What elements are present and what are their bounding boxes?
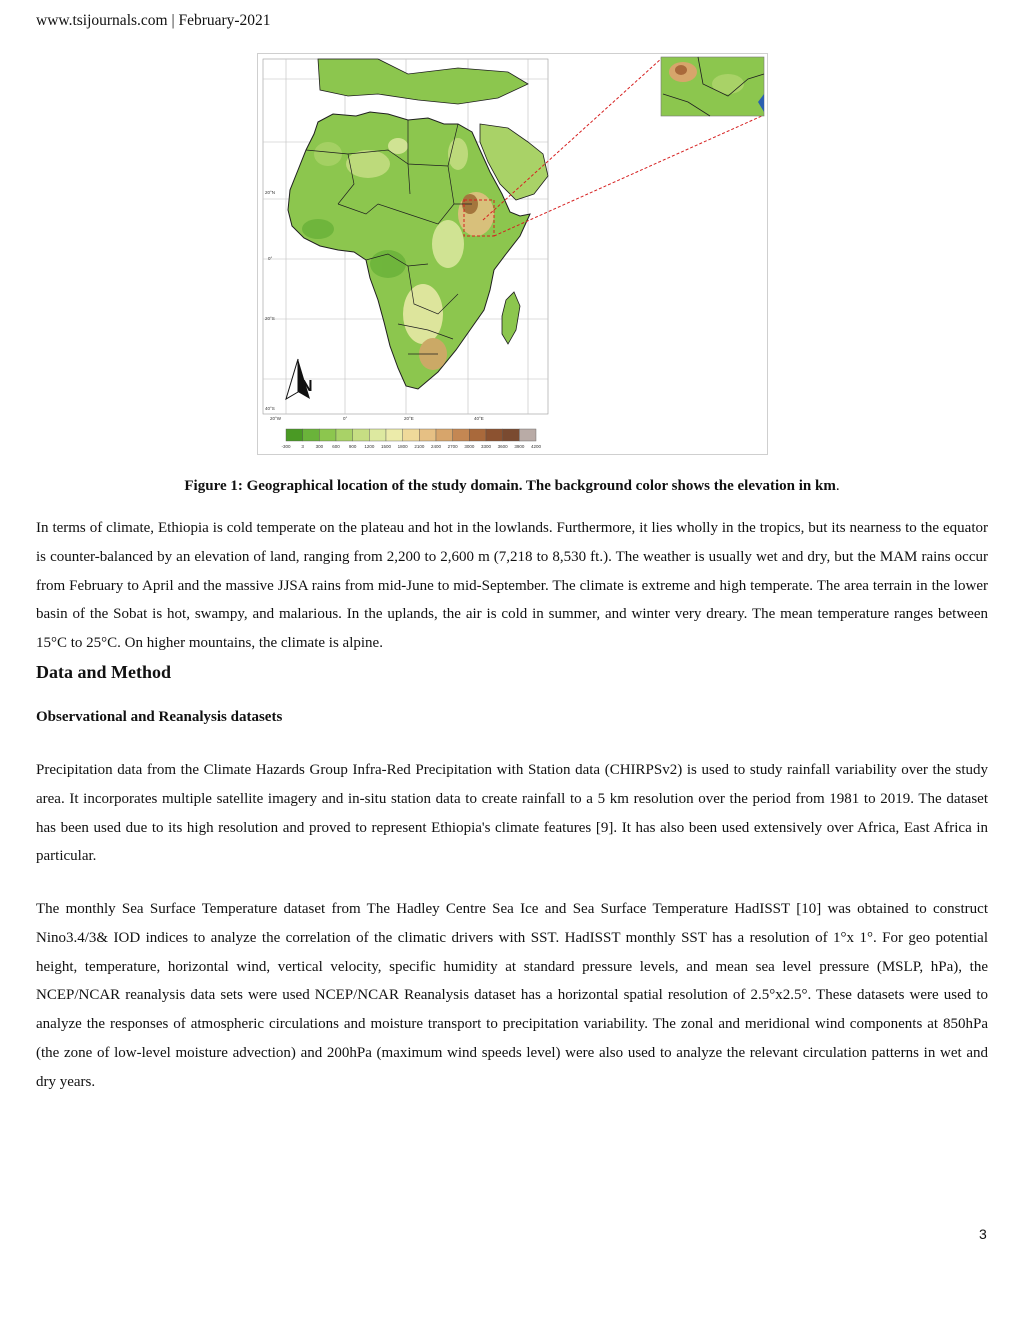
inset-map [661,57,764,116]
map-svg [258,54,767,454]
page-number: 3 [979,1226,987,1242]
colorbar-tick-label: 2400 [430,444,442,449]
colorbar-swatch [303,429,320,441]
colorbar-tick-label: 2100 [414,444,425,449]
colorbar-tick-label: -300 [281,444,291,449]
colorbar-tick-label: 300 [315,444,324,449]
colorbar-swatch [486,429,503,441]
paragraph-climate: In terms of climate, Ethiopia is cold temperate on the plateau and hot in the lowlands. Furthermore, it lies wholly in the tropics, but its nearness to the equator is counter-balanced by an elevation of land, ranging from 2,200 to 2,600 m (7,218 to 8,530 ft.). The weather is usually wet and dry, but the MAM rains occur from February to April and the massive JJSA rains from mid-June to mid-September. The climate is extreme and high temperate. The area terrain in the lower basin of the Sobat is hot, swampy, and malarious. In the uplands, the air is cold in summer, and winter very dreary. The mean temperature ranges between 15°C to 25°C. On higher mountains, the climate is alpine. [36,520,988,652]
colorbar-tick-label: 3000 [464,444,475,449]
colorbar-swatch [453,429,470,441]
north-arrow-letter: N [301,378,313,395]
figure-caption-period: . [835,478,840,494]
lon-label-20e: 20°E [404,416,414,421]
colorbar-tick-label: 3600 [497,444,508,449]
section-heading: Data and Method [36,662,172,682]
elevation-colorbar [281,429,541,449]
colorbar-tick-label: 600 [332,444,340,449]
colorbar-swatch [286,429,303,441]
lon-label-0: 0° [343,416,348,421]
colorbar-tick-label: 1200 [364,444,375,449]
colorbar-tick-label: 1800 [397,444,408,449]
lon-label-40e: 40°E [474,416,484,421]
colorbar-swatch [336,429,353,441]
colorbar-tick-label: 1500 [380,444,392,449]
paragraph-precipitation: Precipitation data from the Climate Hazards Group Infra-Red Precipitation with Station data (CHIRPSv2) is used to study rainfall variability over the study area. It incorporates multiple satellite imagery and in-situ station data to create rainfall to a 5 km resolution over the period from 1981 to 2019. The dataset has been used due to its high resolution and proved to represent Ethiopia's climate features [9]. It has also been used extensively over Africa, East Africa in particular. [36,762,988,865]
study-domain-map-figure [257,53,768,455]
lat-label-40s: 40°S [265,406,275,411]
subsection-heading: Observational and Reanalysis datasets [36,709,283,725]
colorbar-swatch [403,429,420,441]
figure-caption-text: Figure 1: Geographical location of the study domain. The background color shows the elevation in km [184,478,836,494]
figure-caption [0,478,1024,495]
colorbar-swatch [419,429,436,441]
lat-label-20n: 20°N [265,190,276,195]
colorbar-tick-label: 2700 [447,444,458,449]
lat-label-0: 0° [268,256,273,261]
colorbar-tick-label: 4200 [530,444,542,449]
colorbar-tick-label: 3 [301,444,304,449]
running-header: www.tsijournals.com | February-2021 [36,12,271,29]
colorbar-tick-label: 3300 [480,444,492,449]
colorbar-swatch [386,429,403,441]
colorbar-swatch [436,429,453,441]
lat-label-20s: 20°S [265,316,275,321]
colorbar-swatch [369,429,386,441]
colorbar-swatch [503,429,520,441]
colorbar-tick-label: 900 [348,444,357,449]
colorbar-swatch [519,429,536,441]
colorbar-swatch [353,429,370,441]
colorbar-swatch [469,429,486,441]
lon-label-20w: 20°W [270,416,282,421]
colorbar-swatch [319,429,336,441]
colorbar-tick-label: 3900 [514,444,525,449]
paragraph-sst: The monthly Sea Surface Temperature dataset from The Hadley Centre Sea Ice and Sea Surface Temperature HadISST [10] was obtained to construct Nino3.4/3& IOD indices to analyze the correlation of the climatic drivers with SST. HadISST monthly SST has a resolution of 1°x 1°. For geo potential height, temperature, horizontal wind, vertical velocity, specific humidity at standard pressure levels, and mean sea level pressure (MSLP, hPa), the NCEP/NCAR reanalysis data sets were used NCEP/NCAR Reanalysis dataset has a horizontal spatial resolution of 2.5°x2.5°. These datasets were used to analyze the responses of atmospheric circulations and moisture transport to precipitation variability. The zonal and meridional wind components at 850hPa (the zone of low-level moisture advection) and 200hPa (maximum wind speeds level) were also used to analyze the relevant circulation patterns in wet and dry years. [36,901,988,1090]
